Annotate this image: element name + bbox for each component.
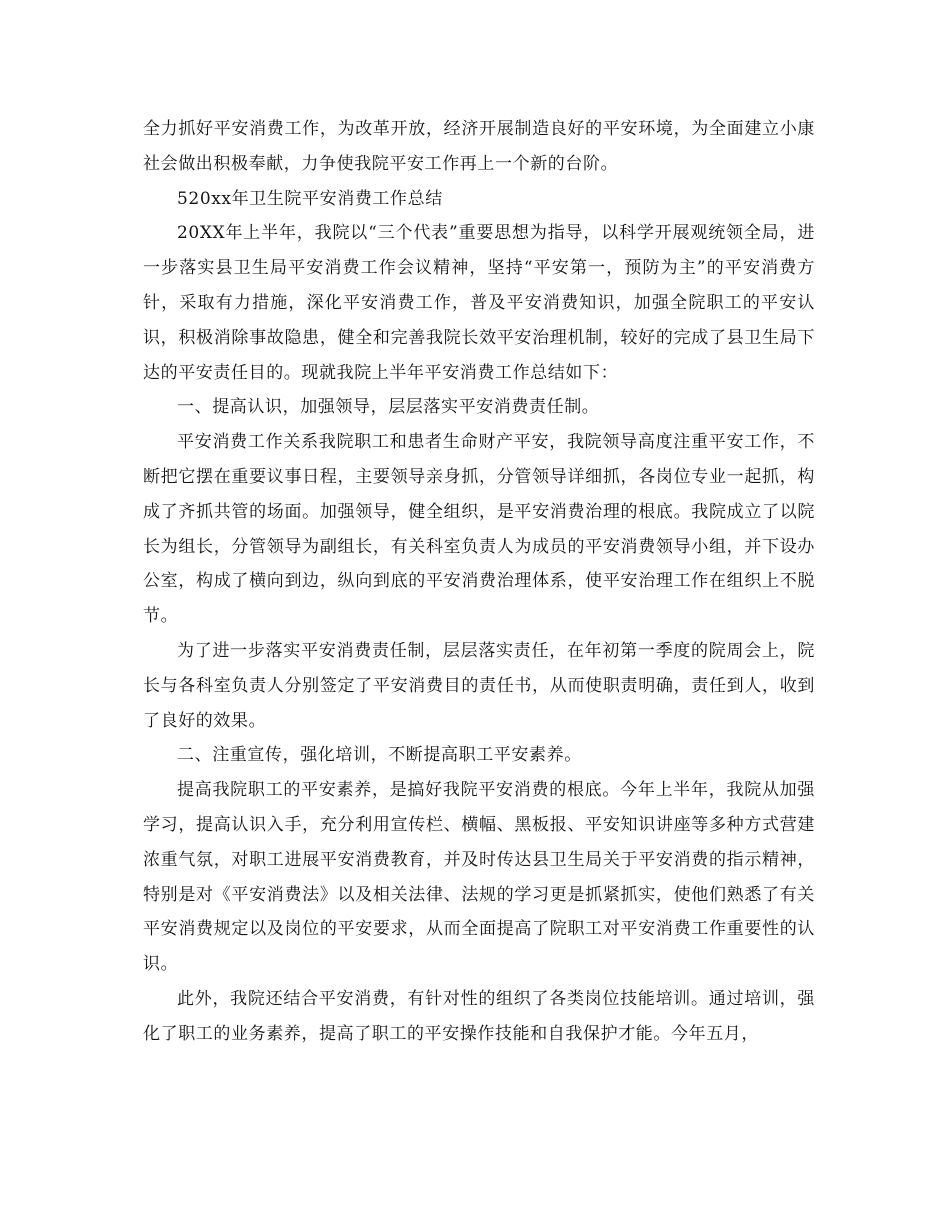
section-title: 520xx年卫生院平安消费工作总结 — [177, 188, 443, 209]
paragraph-skills: 此外，我院还结合平安消费，有针对性的组织了各类岗位技能培训。通过培训，强化了职工的业务素养，提高了职工的平安操作技能和自我保护才能。今年五月， — [143, 988, 815, 1044]
heading-two: 二、注重宣传，强化培训，不断提高职工平安素养。 — [177, 745, 582, 766]
paragraph-1: 全力抓好平安消费工作，为改革开放，经济开展制造良好的平安环境，为全面建立小康社会做出积极奉献，力争使我院平安工作再上一个新的台阶。 — [143, 119, 815, 174]
paragraph-training: 提高我院职工的平安素养，是搞好我院平安消费的根底。今年上半年，我院从加强学习，提高认识入手，充分利用宣传栏、横幅、黑板报、平安知识讲座等多种方式营建浓重气氛，对职工进展平安消费教育，并及时传达县卫生局关于平安消费的指示精神，特别是对《平安消费法》以及相关法律、法规的学习更是抓紧抓实，使他们熟悉了有关平安消费规定以及岗位的平安要求，从而全面提高了院职工对平安消费工作重要性的认识。 — [143, 780, 815, 975]
document-body — [143, 112, 815, 1052]
paragraph-intro: 20XX年上半年，我院以“三个代表”重要思想为指导，以科学开展观统领全局，进一步落实县卫生局平安消费工作会议精神，坚持“平安第一，预防为主”的平安消费方针，采取有力措施，深化平安消费工作，普及平安消费知识，加强全院职工的平安认识，积极消除事故隐患，健全和完善我院长效平安治理机制，较好的完成了县卫生局下达的平安责任目的。现就我院上半年平安消费工作总结如下： — [143, 223, 815, 383]
paragraph-responsibility-book: 为了进一步落实平安消费责任制，层层落实责任，在年初第一季度的院周会上，院长与各科室负责人分别签定了平安消费目的责任书，从而使职责明确，责任到人，收到了良好的效果。 — [143, 640, 815, 731]
paragraph-responsibility: 平安消费工作关系我院职工和患者生命财产平安，我院领导高度注重平安工作，不断把它摆在重要议事日程，主要领导亲身抓，分管领导详细抓，各岗位专业一起抓，构成了齐抓共管的场面。加强领导，健全组织，是平安消费治理的根底。我院成立了以院长为组长，分管领导为副组长，有关科室负责人为成员的平安消费领导小组，并下设办公室，构成了横向到边，纵向到底的平安消费治理体系，使平安治理工作在组织上不脱节。 — [143, 432, 815, 627]
heading-one: 一、提高认识，加强领导，层层落实平安消费责任制。 — [177, 397, 600, 418]
